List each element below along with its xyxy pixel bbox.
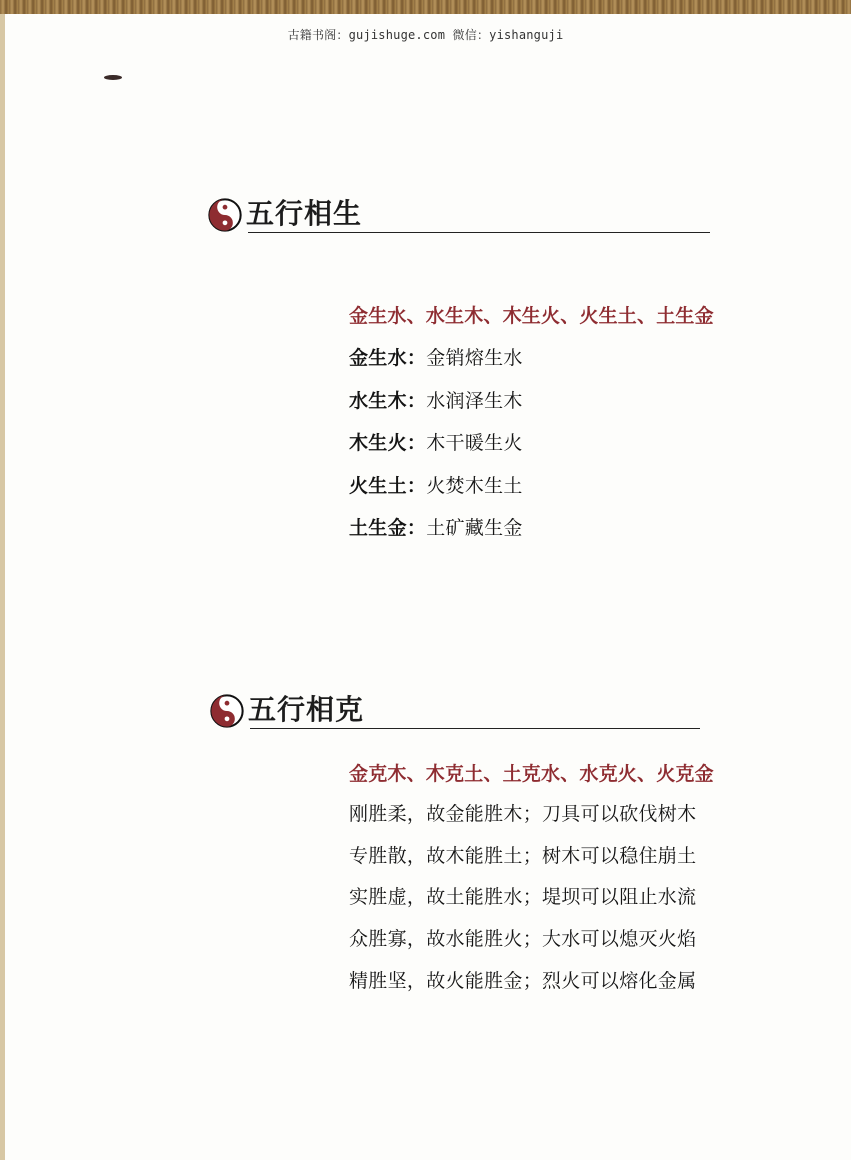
line-term: 火生土 [349, 475, 407, 497]
line-term: 木生火 [349, 432, 407, 454]
line-separator: ： [406, 517, 427, 539]
section-header-restriction [210, 690, 710, 730]
generation-line [349, 386, 523, 413]
generation-line [349, 471, 523, 498]
ink-speck [104, 75, 122, 80]
line-term: 土生金 [349, 517, 407, 539]
line-term: 金生水 [349, 347, 407, 369]
restriction-line: 众胜寡，故水能胜火；大水可以熄灭火焰 [349, 928, 697, 950]
generation-line [349, 513, 523, 540]
restriction-cycle-summary: 金克木、木克土、土克水、水克火、火克金 [349, 763, 714, 785]
generation-line [349, 428, 523, 455]
restriction-line: 实胜虚，故土能胜水；堤坝可以阻止水流 [349, 886, 697, 908]
yin-yang-icon [208, 198, 242, 232]
section-title: 五行相生 [246, 197, 363, 230]
line-description: 水润泽生木 [426, 390, 523, 412]
top-border [0, 0, 851, 14]
section-header-generation [208, 194, 718, 234]
line-description: 火焚木生土 [426, 475, 523, 497]
line-term: 水生木 [349, 390, 407, 412]
line-description: 金销熔生水 [426, 347, 523, 369]
generation-cycle-summary: 金生水、水生木、木生火、火生土、土生金 [349, 305, 714, 327]
line-separator: ： [406, 475, 427, 497]
line-separator: ： [406, 390, 427, 412]
restriction-line: 专胜散，故木能胜土；树木可以稳住崩土 [349, 845, 697, 867]
yin-yang-icon [210, 694, 244, 728]
generation-line [349, 343, 523, 370]
line-separator: ： [406, 432, 427, 454]
watermark-text: 古籍书阁：gujishuge.com 微信：yishanguji [287, 28, 564, 42]
header-rule [250, 728, 700, 729]
line-description: 木干暖生火 [426, 432, 523, 454]
section-title: 五行相克 [248, 693, 365, 726]
line-separator: ： [406, 347, 427, 369]
restriction-line: 精胜坚，故火能胜金；烈火可以熔化金属 [349, 970, 697, 992]
header-rule [248, 232, 710, 233]
restriction-line: 刚胜柔，故金能胜木；刀具可以砍伐树木 [349, 803, 697, 825]
line-description: 土矿藏生金 [426, 517, 523, 539]
